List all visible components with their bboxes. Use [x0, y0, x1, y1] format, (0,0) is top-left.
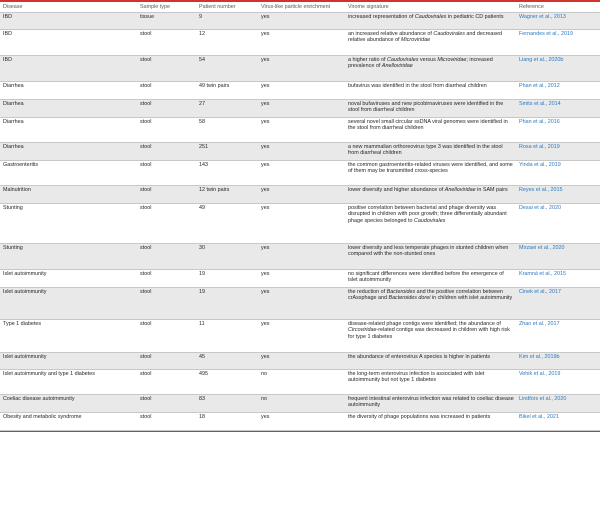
table-row: [0, 412, 600, 430]
table-row: [0, 243, 600, 269]
cell-disease: Obesity and metabolic syndrome: [0, 412, 137, 430]
cell-reference[interactable]: Kim et al., 2019b: [516, 352, 600, 369]
cell-patient-number: 49: [196, 203, 258, 243]
cell-reference[interactable]: Mirzaei et al., 2020: [516, 243, 600, 269]
cell-reference[interactable]: Smits et al., 2014: [516, 99, 600, 117]
cell-disease: Type 1 diabetes: [0, 319, 137, 352]
table-row: [0, 142, 600, 160]
cell-virome-signature: lower diversity and less temperate phages in stunted children when compared with the non-stunted ones: [345, 243, 516, 269]
cell-disease: Diarrhea: [0, 142, 137, 160]
cell-virome-signature: increased representation of Caudovirales in pediatric CD patients: [345, 12, 516, 29]
header-patient-number: Patient number: [196, 2, 258, 12]
cell-vlp-enrichment: yes: [258, 185, 345, 203]
header-row: [0, 2, 600, 12]
cell-sample-type: stool: [137, 319, 196, 352]
cell-virome-signature: frequent intestinal enterovirus infection was related to coeliac disease autoimmunity: [345, 394, 516, 412]
cell-sample-type: stool: [137, 29, 196, 55]
cell-disease: Gastroenteritis: [0, 160, 137, 185]
cell-disease: Malnutrition: [0, 185, 137, 203]
cell-disease: Islet autoimmunity: [0, 352, 137, 369]
cell-patient-number: 27: [196, 99, 258, 117]
bottom-rule: [0, 431, 600, 433]
cell-reference[interactable]: Lindfors et al., 2020: [516, 394, 600, 412]
cell-sample-type: stool: [137, 117, 196, 142]
table-row: [0, 269, 600, 287]
cell-sample-type: stool: [137, 99, 196, 117]
cell-disease: Islet autoimmunity: [0, 269, 137, 287]
cell-vlp-enrichment: yes: [258, 319, 345, 352]
cell-vlp-enrichment: yes: [258, 55, 345, 81]
cell-reference[interactable]: Phan et al., 2012: [516, 81, 600, 99]
cell-patient-number: 54: [196, 55, 258, 81]
table-row: [0, 287, 600, 319]
table-row: [0, 117, 600, 142]
cell-vlp-enrichment: yes: [258, 142, 345, 160]
table-row: [0, 185, 600, 203]
cell-patient-number: 495: [196, 369, 258, 394]
cell-disease: Diarrhea: [0, 81, 137, 99]
cell-vlp-enrichment: no: [258, 394, 345, 412]
cell-reference[interactable]: Yinda et al., 2019: [516, 160, 600, 185]
cell-sample-type: stool: [137, 412, 196, 430]
cell-sample-type: stool: [137, 243, 196, 269]
table-row: [0, 352, 600, 369]
cell-virome-signature: a new mammalian orthoreovirus type 3 was identified in the stool from diarrheal children: [345, 142, 516, 160]
cell-virome-signature: the long-term enterovirus infection is associated with islet autoimmunity but not type 1 diabetes: [345, 369, 516, 394]
cell-virome-signature: a higher ratio of Caudovirales versus Microviridae; increased prevalence of Anelloviridae: [345, 55, 516, 81]
cell-reference[interactable]: Liang et al., 2020b: [516, 55, 600, 81]
cell-reference[interactable]: Reyes et al., 2015: [516, 185, 600, 203]
cell-sample-type: stool: [137, 55, 196, 81]
cell-sample-type: tissue: [137, 12, 196, 29]
cell-reference[interactable]: Cinek et al., 2017: [516, 287, 600, 319]
cell-vlp-enrichment: yes: [258, 81, 345, 99]
cell-reference[interactable]: Kramná et al., 2015: [516, 269, 600, 287]
cell-disease: Coeliac disease autoimmunity: [0, 394, 137, 412]
cell-vlp-enrichment: yes: [258, 287, 345, 319]
cell-patient-number: 83: [196, 394, 258, 412]
cell-sample-type: stool: [137, 203, 196, 243]
table-body: [0, 12, 600, 430]
cell-reference[interactable]: Wagner et al., 2013: [516, 12, 600, 29]
header-reference: Reference: [516, 2, 600, 12]
cell-sample-type: stool: [137, 287, 196, 319]
cell-vlp-enrichment: yes: [258, 29, 345, 55]
cell-disease: Diarrhea: [0, 99, 137, 117]
cell-sample-type: stool: [137, 81, 196, 99]
header-vlp-enrichment: Virus-like particle enrichment: [258, 2, 345, 12]
table-row: [0, 319, 600, 352]
header-sample-type: Sample type: [137, 2, 196, 12]
cell-reference[interactable]: Fernandes et al., 2019: [516, 29, 600, 55]
cell-patient-number: 11: [196, 319, 258, 352]
cell-patient-number: 19: [196, 287, 258, 319]
cell-virome-signature: the diversity of phage populations was increased in patients: [345, 412, 516, 430]
cell-disease: Stunting: [0, 203, 137, 243]
cell-vlp-enrichment: yes: [258, 243, 345, 269]
cell-virome-signature: no significant differences were identified before the emergence of islet autoimmunity: [345, 269, 516, 287]
table-row: [0, 81, 600, 99]
table-row: [0, 55, 600, 81]
cell-patient-number: 45: [196, 352, 258, 369]
cell-sample-type: stool: [137, 394, 196, 412]
cell-vlp-enrichment: yes: [258, 203, 345, 243]
cell-vlp-enrichment: yes: [258, 352, 345, 369]
cell-virome-signature: bufavirus was identified in the stool from diarrheal children: [345, 81, 516, 99]
cell-sample-type: stool: [137, 269, 196, 287]
cell-sample-type: stool: [137, 185, 196, 203]
cell-sample-type: stool: [137, 142, 196, 160]
cell-reference[interactable]: Phan et al., 2016: [516, 117, 600, 142]
cell-patient-number: 12: [196, 29, 258, 55]
table-row: [0, 203, 600, 243]
cell-vlp-enrichment: yes: [258, 117, 345, 142]
cell-vlp-enrichment: yes: [258, 160, 345, 185]
cell-patient-number: 12 twin pairs: [196, 185, 258, 203]
cell-virome-signature: the common gastroenteritis-related viruses were identified, and some of them may be transmitted cross-species: [345, 160, 516, 185]
cell-reference[interactable]: Desai et al., 2020: [516, 203, 600, 243]
table-row: [0, 12, 600, 29]
header-disease: Disease: [0, 2, 137, 12]
cell-disease: Diarrhea: [0, 117, 137, 142]
table-row: [0, 99, 600, 117]
cell-virome-signature: an increased relative abundance of Caudovirales and decreased relative abundance of Microviridae: [345, 29, 516, 55]
table-row: [0, 394, 600, 412]
cell-virome-signature: lower diversity and higher abundance of Anelloviridae in SAM pairs: [345, 185, 516, 203]
cell-patient-number: 143: [196, 160, 258, 185]
cell-sample-type: stool: [137, 352, 196, 369]
cell-patient-number: 9: [196, 12, 258, 29]
cell-vlp-enrichment: yes: [258, 412, 345, 430]
cell-disease: Stunting: [0, 243, 137, 269]
cell-patient-number: 19: [196, 269, 258, 287]
cell-vlp-enrichment: yes: [258, 12, 345, 29]
cell-patient-number: 30: [196, 243, 258, 269]
cell-vlp-enrichment: no: [258, 369, 345, 394]
cell-disease: IBD: [0, 55, 137, 81]
cell-virome-signature: noval bufaviruses and new picobirnaviruses were identified in the stool from diarrheal children: [345, 99, 516, 117]
cell-virome-signature: the reduction of Bacteroides and the positive correlation between crAssphage and Bacteroides dorei in children with islet autoimmunity: [345, 287, 516, 319]
cell-reference[interactable]: Vehik et al., 2019: [516, 369, 600, 394]
cell-virome-signature: positive correlation between bacterial and phage diversity was disrupted in children with poor growth; three differentially abundant phage species belonged to Caudovirales: [345, 203, 516, 243]
cell-virome-signature: disease-related phage contigs were identified; the abundance of Circoviridae-related contigs was decreased in children with high risk for type 1 diabetes: [345, 319, 516, 352]
cell-patient-number: 49 twin pairs: [196, 81, 258, 99]
cell-virome-signature: the abundance of enterovirus A species is higher in patients: [345, 352, 516, 369]
table-row: [0, 160, 600, 185]
table-row: [0, 369, 600, 394]
cell-sample-type: stool: [137, 369, 196, 394]
cell-patient-number: 251: [196, 142, 258, 160]
header-virome-signature: Virome signature: [345, 2, 516, 12]
cell-reference[interactable]: Rosa et al., 2019: [516, 142, 600, 160]
cell-disease: IBD: [0, 29, 137, 55]
cell-patient-number: 18: [196, 412, 258, 430]
cell-virome-signature: several novel small circular ssDNA viral genomes were identified in the stool from diarrheal children: [345, 117, 516, 142]
table-row: [0, 29, 600, 55]
cell-disease: Islet autoimmunity: [0, 287, 137, 319]
cell-reference[interactable]: Zhao et al., 2017: [516, 319, 600, 352]
cell-disease: Islet autoimmunity and type 1 diabetes: [0, 369, 137, 394]
cell-reference[interactable]: Bikel et al., 2021: [516, 412, 600, 430]
cell-sample-type: stool: [137, 160, 196, 185]
cell-patient-number: 58: [196, 117, 258, 142]
cell-disease: IBD: [0, 12, 137, 29]
virome-table: [0, 2, 600, 431]
cell-vlp-enrichment: yes: [258, 269, 345, 287]
cell-vlp-enrichment: yes: [258, 99, 345, 117]
